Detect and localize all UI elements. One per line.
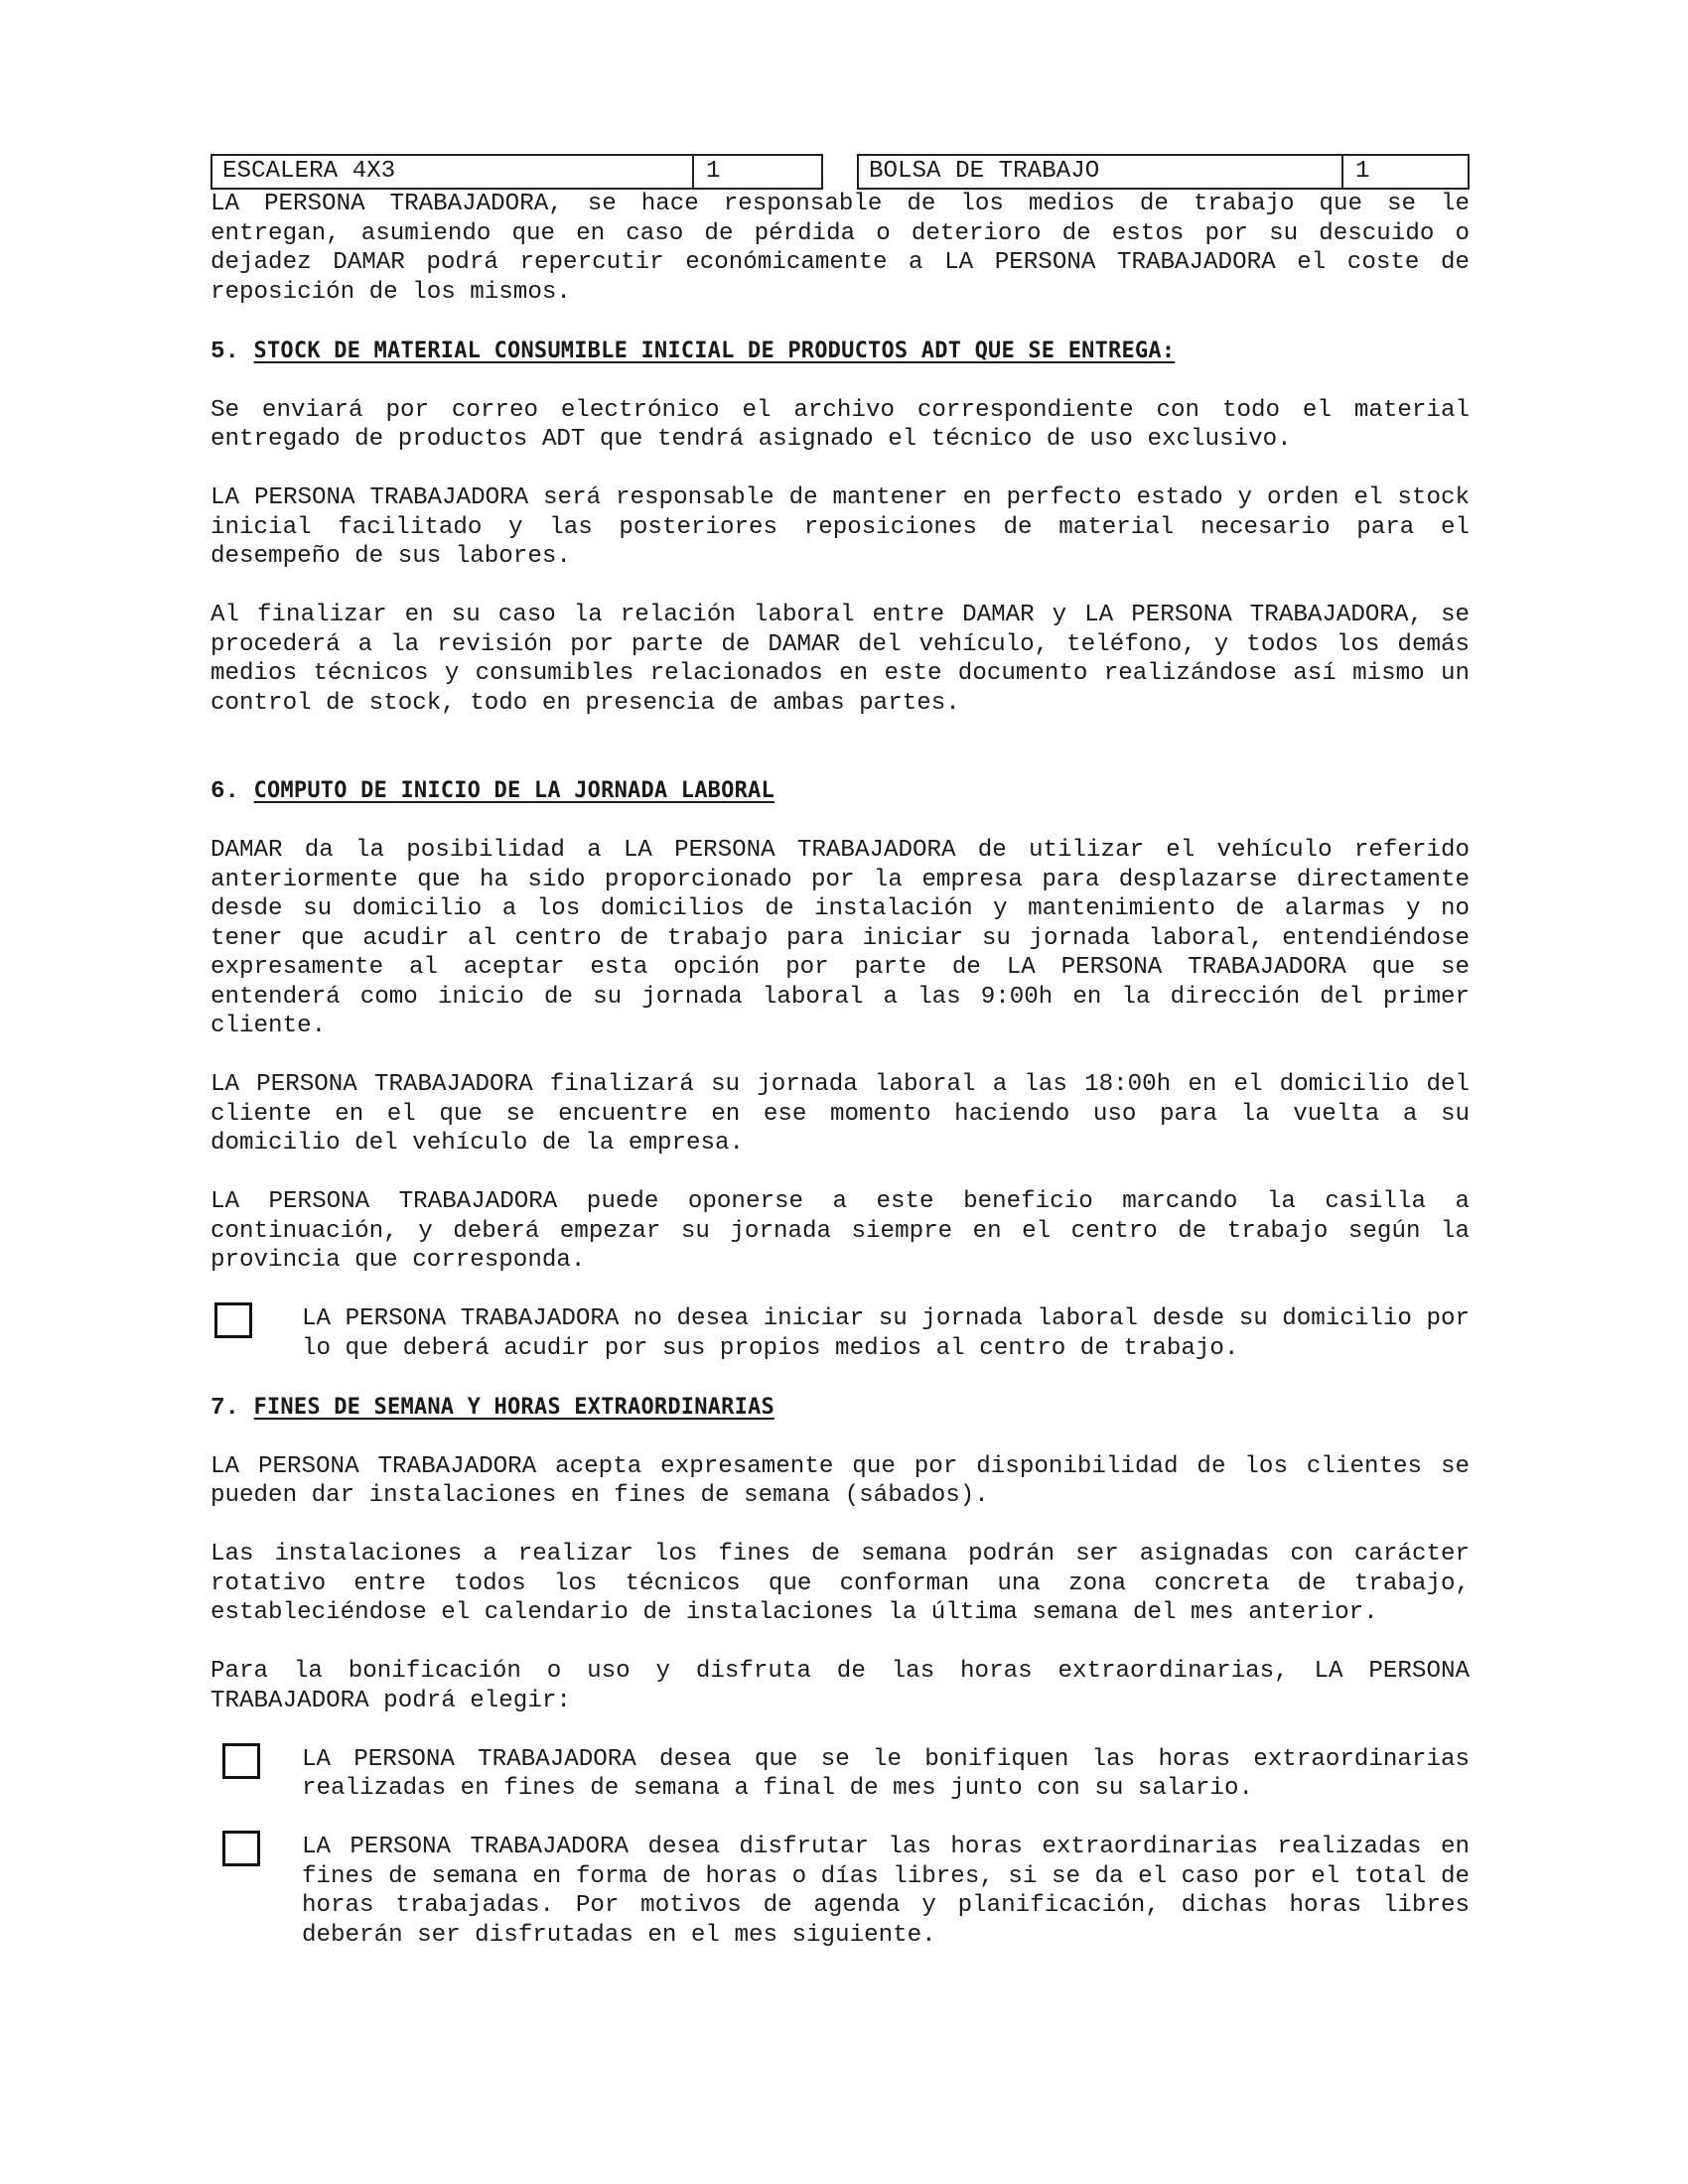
checkbox-option [211,1745,1470,1804]
equipment-item-quantity: 1 [706,158,721,185]
document-page [211,154,1470,1950]
equipment-table [211,154,1470,190]
paragraph: LA PERSONA TRABAJADORA finalizará su jornada laboral a las 18:00h en el domicilio del cliente en el que se encuentre en ese momento haciendo uso para la vuelta a su domicilio del vehículo de la empresa. [211,1071,1470,1157]
checkbox-label: LA PERSONA TRABAJADORA no desea iniciar su jornada laboral desde su domicilio por lo que deberá acudir por sus propios medios al centro de trabajo. [302,1305,1470,1362]
equipment-item-quantity: 1 [1355,158,1370,185]
checkbox[interactable] [222,1743,260,1779]
section-number: 7. [211,1394,240,1422]
checkbox[interactable] [214,1302,252,1338]
section-number: 5. [211,338,240,365]
section-number: 6. [211,778,240,805]
paragraph: LA PERSONA TRABAJADORA acepta expresamente que por disponibilidad de los clientes se pueden dar instalaciones en fines de semana (sábados). [211,1452,1470,1509]
equipment-row-right [857,154,1470,190]
paragraph: Al finalizar en su caso la relación laboral entre DAMAR y LA PERSONA TRABAJADORA, se procederá a la revisión por parte de DAMAR del vehículo, teléfono, y todos los demás medios técnicos y consumibles relacionados en este documento realizándose así mismo un control de stock, todo en presencia de ambas partes. [211,602,1470,717]
paragraph: LA PERSONA TRABAJADORA puede oponerse a este beneficio marcando la casilla a continuación, y deberá empezar su jornada siempre en el centro de trabajo según la provincia que corresponda. [211,1188,1470,1274]
checkbox-label: LA PERSONA TRABAJADORA desea que se le bonifiquen las horas extraordinarias realizadas en fines de semana a final de mes junto con su salario. [302,1745,1470,1802]
paragraph: Se enviará por correo electrónico el archivo correspondiente con todo el material entregado de productos ADT que tendrá asignado el técnico de uso exclusivo. [211,396,1470,453]
equipment-item-name: ESCALERA 4X3 [212,156,694,188]
equipment-item-name: BOLSA DE TRABAJO [859,156,1343,188]
paragraph: Las instalaciones a realizar los fines de semana podrán ser asignadas con carácter rotativo entre todos los técnicos que conforman una zona concreta de trabajo, estableciéndose el calendario de instalaciones la última semana del mes anterior. [211,1541,1470,1626]
paragraph: Para la bonificación o uso y disfruta de las horas extraordinarias, LA PERSONA TRABAJADORA podrá elegir: [211,1658,1470,1714]
checkbox[interactable] [222,1831,260,1866]
paragraph: DAMAR da la posibilidad a LA PERSONA TRABAJADORA de utilizar el vehículo referido anteriormente que ha sido proporcionado por la empresa para desplazarse directamente desde su domicilio a los domicilios de instalación y mantenimiento de alarmas y no tener que acudir al centro de trabajo para iniciar su jornada laboral, entendiéndose expresamente al aceptar esta opción por parte de LA PERSONA TRABAJADORA que se entenderá como inicio de su jornada laboral a las 9:00h en la dirección del primer cliente. [211,837,1470,1039]
section-7-heading [211,1393,1470,1424]
section-title: COMPUTO DE INICIO DE LA JORNADA LABORAL [253,778,774,803]
section-5-heading [211,337,1470,367]
section-title: STOCK DE MATERIAL CONSUMIBLE INICIAL DE PRODUCTOS ADT QUE SE ENTREGA: [253,338,1176,363]
intro-paragraph: LA PERSONA TRABAJADORA, se hace responsable de los medios de trabajo que se le entregan, asumiendo que en caso de pérdida o deterioro de estos por su descuido o dejadez DAMAR podrá repercutir económicamente a LA PERSONA TRABAJADORA el coste de reposición de los mismos. [211,191,1470,306]
checkbox-option [211,1833,1470,1950]
paragraph: LA PERSONA TRABAJADORA será responsable de mantener en perfecto estado y orden el stock inicial facilitado y las posteriores reposiciones de material necesario para el desempeño de sus labores. [211,484,1470,570]
equipment-row-left [211,154,823,190]
checkbox-option [211,1304,1470,1363]
checkbox-label: LA PERSONA TRABAJADORA desea disfrutar las horas extraordinarias realizadas en fines de semana en forma de horas o días libres, si se da el caso por el total de horas trabajadas. Por motivos de agenda y planificación, dichas horas libres deberán ser disfrutadas en el mes siguiente. [302,1834,1470,1949]
section-title: FINES DE SEMANA Y HORAS EXTRAORDINARIAS [253,1394,774,1420]
section-6-heading [211,776,1470,807]
